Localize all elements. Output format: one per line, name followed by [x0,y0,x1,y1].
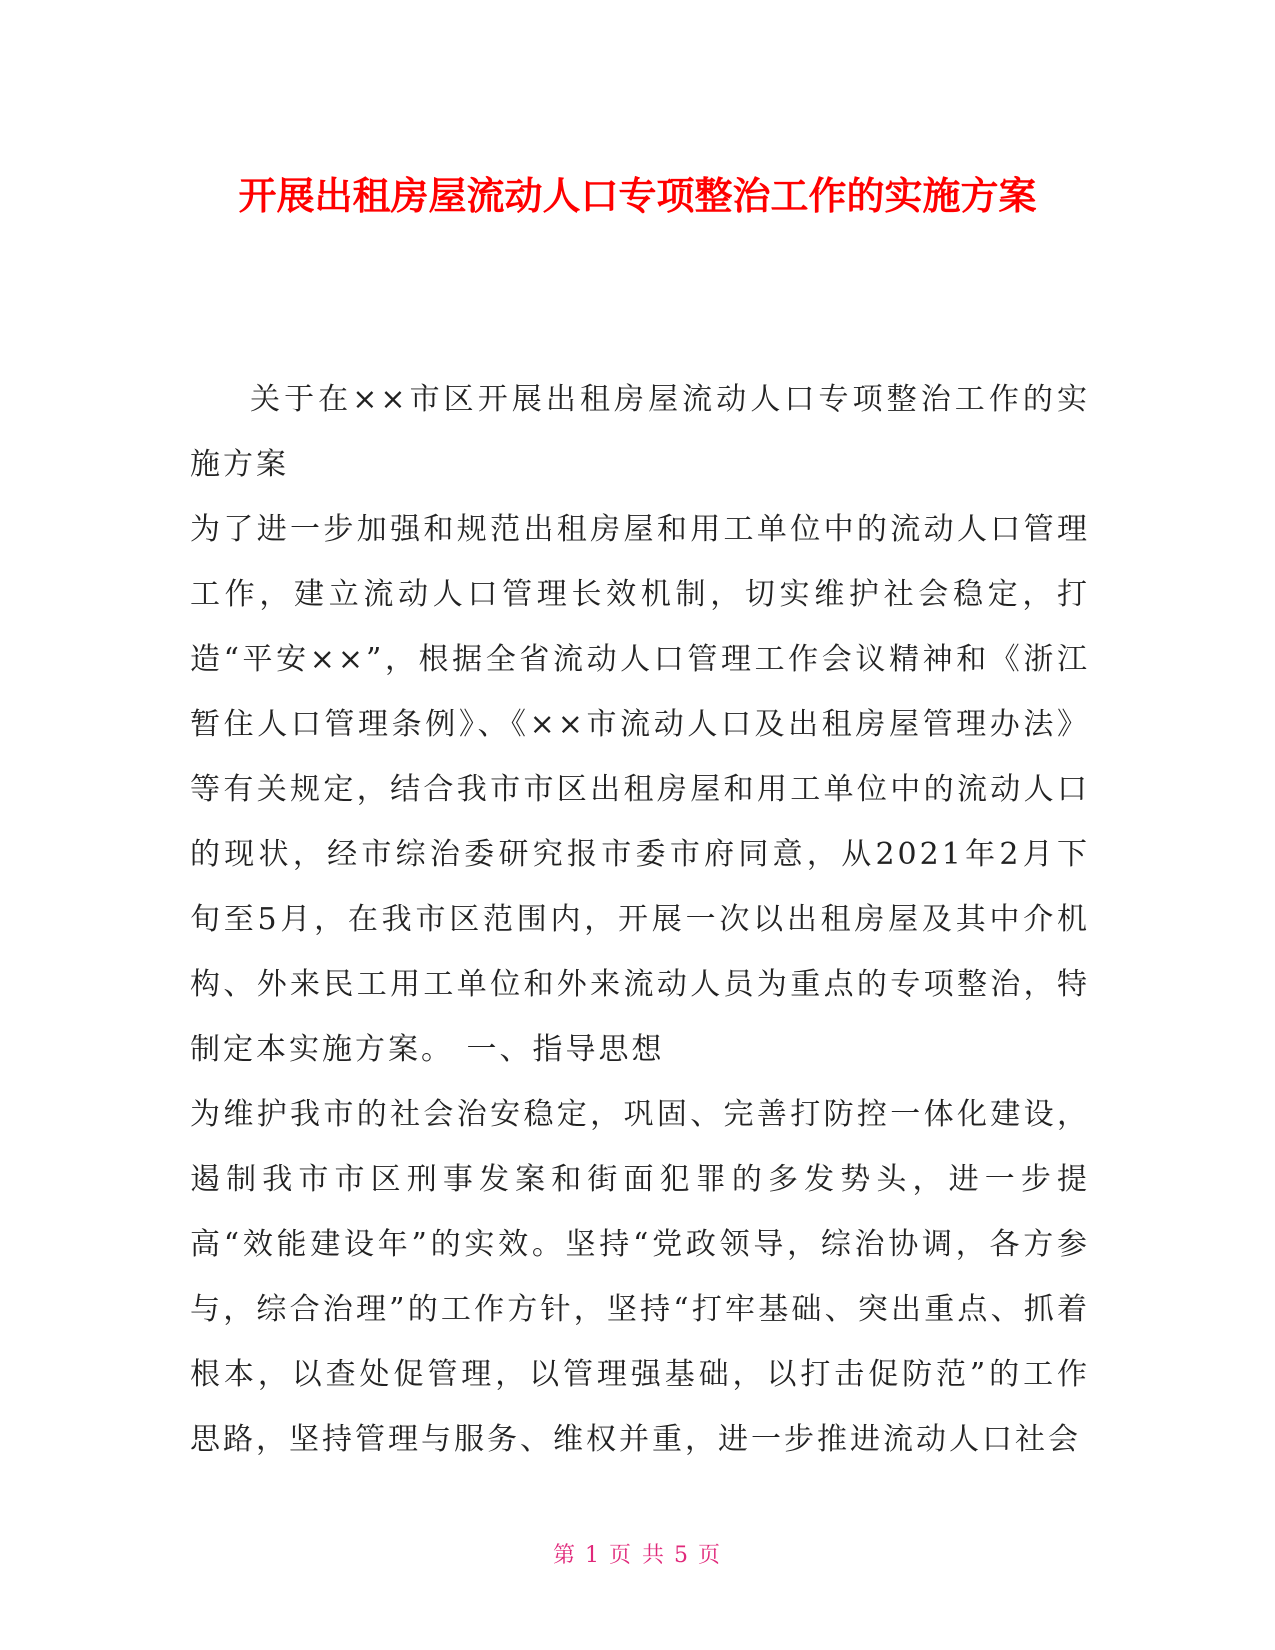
paragraph-guiding-thought: 为维护我市的社会治安稳定，巩固、完善打防控一体化建设，遏制我市市区刑事发案和街面犯罪的多发势头，进一步提高“效能建设年”的实效。坚持“党政领导，综治协调，各方参与，综合治理”的工作方针，坚持“打牢基础、突出重点、抓着根本，以查处促管理，以管理强基础，以打击促防范”的工作思路，坚持管理与服务、维权并重，进一步推进流动人口社会 [190,1097,1090,1457]
footer-suffix: 页 [698,1543,723,1568]
footer-mid: 页 共 [609,1543,666,1568]
document-body [190,367,1090,1472]
footer-current-page: 1 [585,1543,601,1568]
paragraph-intro: 为了进一步加强和规范出租房屋和用工单位中的流动人口管理工作，建立流动人口管理长效机制，切实维护社会稳定，打造“平安××”，根据全省流动人口管理工作会议精神和《浙江暂住人口管理条例》、《××市流动人口及出租房屋管理办法》等有关规定，结合我市市区出租房屋和用工单位中的流动人口的现状，经市综治委研究报市委市府同意，从2021年2月下旬至5月，在我市区范围内，开展一次以出租房屋及其中介机构、外来民工用工单位和外来流动人员为重点的专项整治，特制定本实施方案。 一、指导思想 [190,512,1090,1067]
paragraph-heading: 关于在××市区开展出租房屋流动人口专项整治工作的实施方案 [190,382,1090,482]
footer-total-pages: 5 [674,1543,690,1568]
footer-prefix: 第 [552,1543,577,1568]
document-title: 开展出租房屋流动人口专项整治工作的实施方案 [238,174,1037,218]
page-number-footer [0,1538,1275,1569]
